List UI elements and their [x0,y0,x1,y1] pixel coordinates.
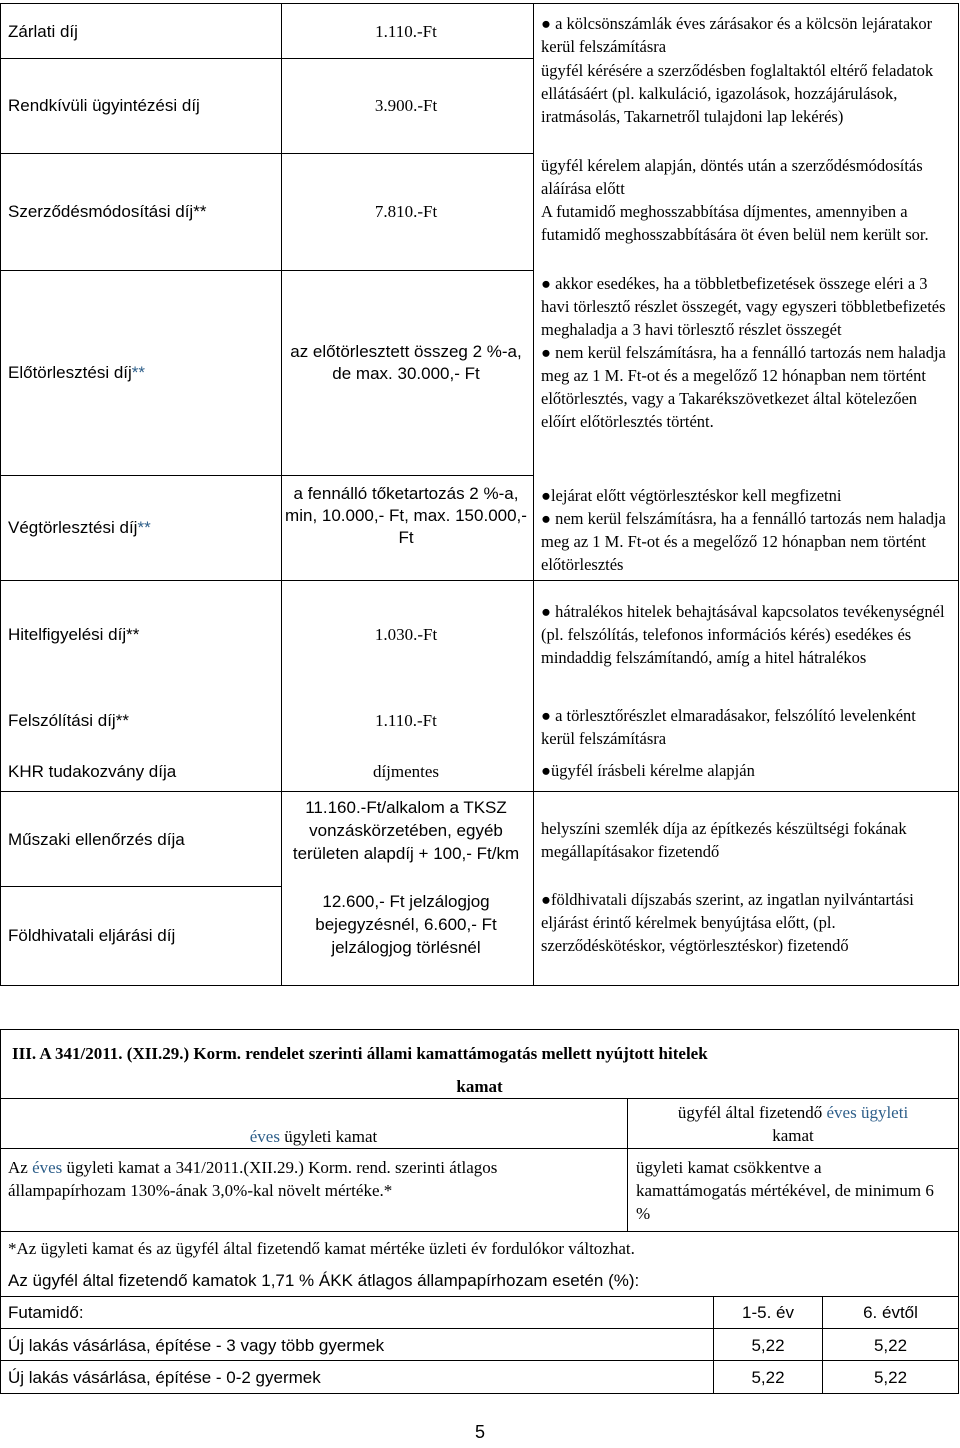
value-vegtorlesztesi-dij: a fennálló tőketartozás 2 %-a, min, 10.000,- Ft, max. 150.000,- Ft [285,484,527,547]
header-eves-ugyleti-kamat: éves ügyleti kamat [249,1127,378,1146]
label-rendkivuli-ugyintezesi-dij: Rendkívüli ügyintézési díj [8,96,200,115]
label-khr-tudakozvany-dija: KHR tudakozvány díja [8,762,177,781]
desc-szerzodesmodositasi-dij: ügyfél kérelem alapján, döntés után a szerződésmódosítás aláírása előtt A futamidő meghosszabbítása díjmentes, amennyiben a futamidő meghosszabbítására öt éven belül nem került sor. [541,156,929,244]
desc-rendkivuli-ugyintezesi-dij: ügyfél kérésére a szerződésben foglaltaktól eltérő feladatok ellátásáért (pl. kalkuláció, igazolások, hozzájárulások, iratmásolás, Takarnetről tulajdoni lap lekérés) [541,61,934,126]
value-szerzodesmodositasi-dij: 7.810.-Ft [374,202,438,221]
label-elotorlesztesi-dij: Előtörlesztési díj** [8,363,146,382]
label-hitelfigyelesi-dij: Hitelfigyelési díj** [8,625,140,644]
label-zarlati-dij: Zárlati díj [8,22,78,41]
desc-felszolitasi-dij: ● a törlesztőrészlet elmaradásakor, felszólító levelenként kerül felszámításra [541,706,916,748]
cell-eves-ugyleti-kamat-desc: Az éves ügyleti kamat a 341/2011.(XII.29.) Korm. rend. szerinti átlagos állampapírhozam 130%-ának 3,0%-kal növelt mértéke.* [8,1158,498,1200]
rates-row-value: 5,22 [751,1336,785,1355]
desc-elotorlesztesi-dij: ● akkor esedékes, ha a többletbefizetések összege eléri a 3 havi törlesztő részlet összegét, vagy egyszeri többletbefizetés meghaladja a 3 havi törlesztő részlet összegét ● nem kerül felszámításra, ha a fennálló tartozás nem haladja meg az 1 M. Ft-ot és a megelőző 12 hónapban nem történt előtörlesztés, vagy a Takarékszövetkezet által kötelezően előírt előtörlesztés történt. [541,274,946,431]
desc-hitelfigyelesi-dij: ● hátralékos hitelek behajtásával kapcsolatos tevékenységnél (pl. felszólítás, telefonos információs kérés) esedékes és mindaddig felszámítandó, amíg a hitel hátralékos [541,602,945,667]
desc-zarlati-dij: ● a kölcsönszámlák éves zárásakor és a kölcsön lejáratakor kerül felszámításra [541,14,933,56]
footnote: *Az ügyleti kamat és az ügyfél által fizetendő kamat mértéke üzleti év fordulókor változhat. [8,1239,635,1258]
rates-row-label: Új lakás vásárlása, építése - 3 vagy több gyermek [8,1336,385,1355]
value-hitelfigyelesi-dij: 1.030.-Ft [374,625,438,644]
rates-header-6-evtol: 6. évtől [863,1303,918,1322]
desc-khr-tudakozvany-dija: ●ügyfél írásbeli kérelme alapján [541,761,755,780]
rates-row-label: Új lakás vásárlása, építése - 0-2 gyermek [8,1368,321,1387]
label-vegtorlesztesi-dij: Végtörlesztési díj** [8,518,151,537]
rates-row-value: 5,22 [751,1368,785,1387]
value-zarlati-dij: 1.110.-Ft [375,22,437,41]
label-szerzodesmodositasi-dij: Szerződésmódosítási díj** [8,202,207,221]
rates-header-1-5-ev: 1-5. év [742,1303,794,1322]
value-muszaki-ellenorzes-dija: 11.160.-Ft/alkalom a TKSZ vonzáskörzetében, egyéb területen alapdíj + 100,- Ft/km [292,798,520,863]
section-3-heading: III. A 341/2011. (XII.29.) Korm. rendelet szerinti állami kamattámogatás mellett nyújtott hitelek [12,1044,708,1063]
label-felszolitasi-dij: Felszólítási díj** [8,711,129,730]
desc-foldhivatali-eljarasi-dij: ●földhivatali díjszabás szerint, az ingatlan nyilvántartási eljárást érintő kérelmek benyújtása előtt, (pl. szerződéskötéskor, végtörlesztéskor) fizetendő [541,890,914,955]
value-felszolitasi-dij: 1.110.-Ft [375,711,437,730]
rates-header-futamido: Futamidő: [8,1303,84,1322]
value-elotorlesztesi-dij: az előtörlesztett összeg 2 %-a, de max. 30.000,- Ft [290,342,522,383]
label-foldhivatali-eljarasi-dij: Földhivatali eljárási díj [8,926,176,945]
value-rendkivuli-ugyintezesi-dij: 3.900.-Ft [374,96,438,115]
page-number: 5 [474,1422,485,1442]
value-khr-tudakozvany-dija: díjmentes [372,762,440,781]
desc-vegtorlesztesi-dij: ●lejárat előtt végtörlesztéskor kell megfizetni ● nem kerül felszámításra, ha a fennálló tartozás nem haladja meg az 1 M. Ft-ot és a megelőző 12 hónapban nem történt előtörlesztés [541,486,946,574]
label-muszaki-ellenorzes-dija: Műszaki ellenőrzés díja [8,830,185,849]
rates-title: Az ügyfél által fizetendő kamatok 1,71 % ÁKK átlagos állampapírhozam esetén (%): [8,1271,640,1290]
rates-row-value: 5,22 [873,1336,908,1355]
header-ugyfel-altal-fizetendo: ügyfél által fizetendő éves ügyleti [677,1103,909,1122]
desc-muszaki-ellenorzes-dija: helyszíni szemlék díja az építkezés készültségi fokának megállapításakor fizetendő [541,819,907,861]
section-3-heading-kamat: kamat [456,1077,503,1096]
cell-ugyfel-kamat-desc: ügyleti kamat csökkentve a kamattámogatás mértékével, de minimum 6 % [636,1158,934,1223]
header-kamat-line2: kamat [772,1126,814,1145]
value-foldhivatali-eljarasi-dij: 12.600,- Ft jelzálogjog bejegyzésnél, 6.600,- Ft jelzálogjog törlésnél [315,892,497,957]
rates-row-value: 5,22 [873,1368,908,1387]
